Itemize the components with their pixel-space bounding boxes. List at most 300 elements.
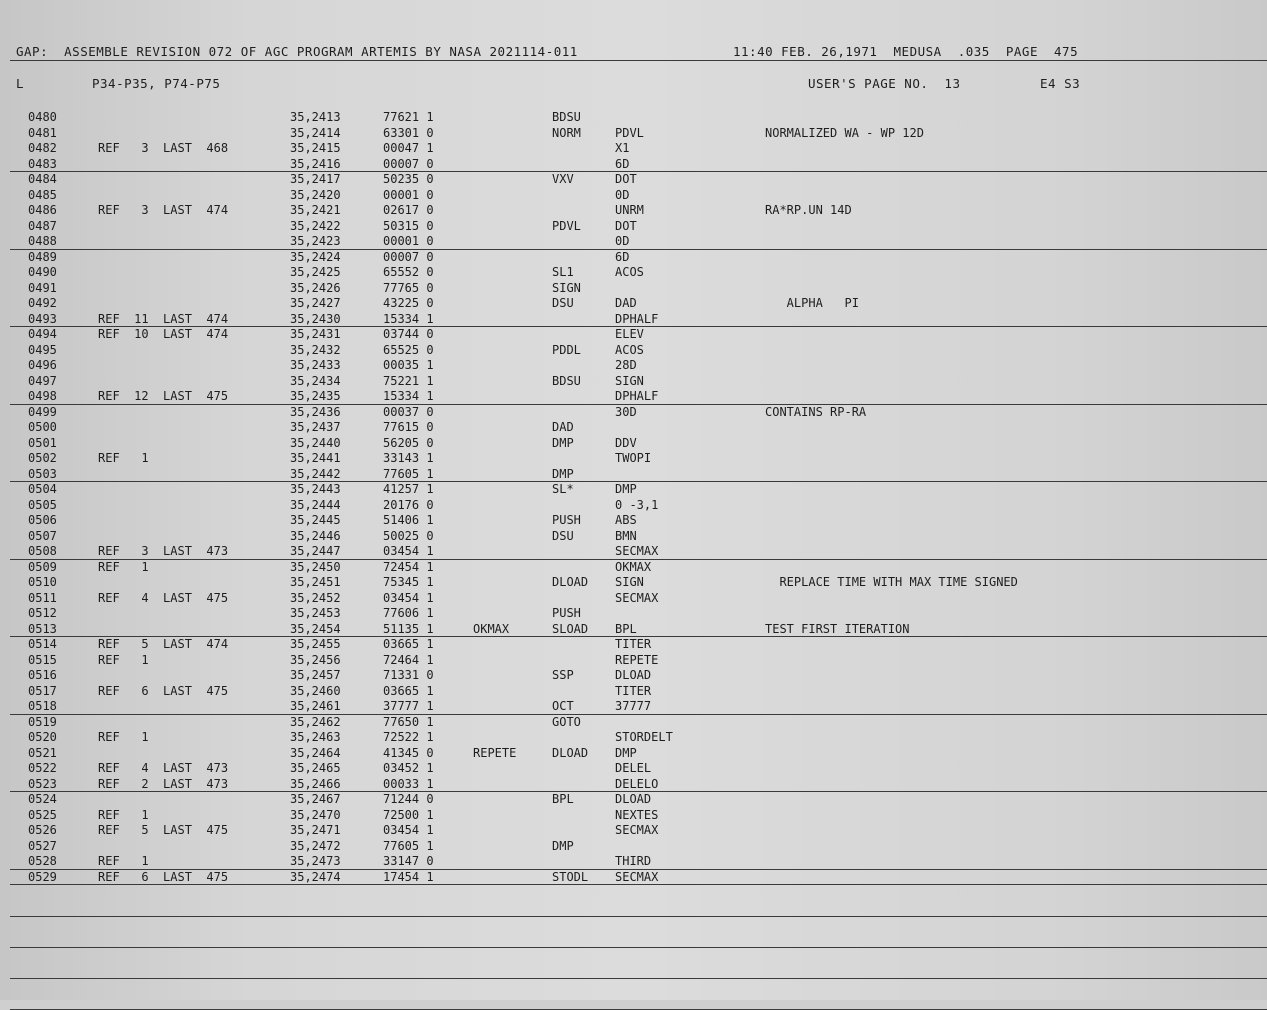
row-code: 03454 1 xyxy=(383,544,434,558)
row-addr: 35,2443 xyxy=(290,482,341,496)
row-code: 51406 1 xyxy=(383,513,434,527)
row-code: 77765 0 xyxy=(383,280,434,295)
listing-row xyxy=(0,219,1267,235)
row-line: 0504 xyxy=(28,482,57,496)
row-addr: 35,2466 xyxy=(290,776,341,791)
row-comment: ALPHA PI xyxy=(765,296,859,310)
row-addr: 35,2413 xyxy=(290,110,341,124)
row-line: 0501 xyxy=(28,435,57,450)
row-code: 00035 1 xyxy=(383,358,434,372)
row-label: REPETE xyxy=(473,745,517,760)
listing-row xyxy=(0,870,1267,886)
listing-row xyxy=(0,591,1267,607)
listing-row xyxy=(0,653,1267,669)
row-code: 41257 1 xyxy=(383,482,434,496)
row-operand: 37777 xyxy=(615,699,652,713)
row-addr: 35,2461 xyxy=(290,699,341,713)
row-operand: BMN xyxy=(615,528,637,543)
listing-row xyxy=(0,761,1267,777)
listing-row xyxy=(0,110,1267,126)
row-op: SSP xyxy=(552,668,574,682)
listing-row xyxy=(0,808,1267,824)
row-line: 0494 xyxy=(28,327,57,341)
row-code: 75345 1 xyxy=(383,575,434,589)
row-op: BPL xyxy=(552,792,574,806)
row-addr: 35,2425 xyxy=(290,265,341,279)
row-line: 0528 xyxy=(28,854,57,868)
row-operand: DELELO xyxy=(615,776,659,791)
row-operand: DPHALF xyxy=(615,389,659,403)
row-comment: TEST FIRST ITERATION xyxy=(765,621,910,636)
listing-row xyxy=(0,281,1267,297)
row-addr: 35,2420 xyxy=(290,187,341,202)
blank-rule xyxy=(10,916,1267,917)
row-op: PUSH xyxy=(552,513,581,527)
header-rule xyxy=(10,60,1267,61)
row-code: 00007 0 xyxy=(383,156,434,171)
row-addr: 35,2435 xyxy=(290,389,341,403)
row-group-rule xyxy=(10,884,1267,885)
row-code: 71331 0 xyxy=(383,668,434,682)
listing-row xyxy=(0,343,1267,359)
users-page-number: USER'S PAGE NO. 13 xyxy=(808,76,961,91)
row-line: 0521 xyxy=(28,745,57,760)
row-addr: 35,2470 xyxy=(290,807,341,822)
row-addr: 35,2451 xyxy=(290,575,341,589)
row-line: 0513 xyxy=(28,621,57,636)
row-op: BDSU xyxy=(552,373,581,388)
listing-row xyxy=(0,606,1267,622)
row-line: 0506 xyxy=(28,513,57,527)
listing-row xyxy=(0,405,1267,421)
row-code: 65525 0 xyxy=(383,342,434,357)
row-addr: 35,2431 xyxy=(290,327,341,341)
row-line: 0487 xyxy=(28,218,57,233)
row-code: 77605 1 xyxy=(383,838,434,853)
listing-row xyxy=(0,684,1267,700)
row-addr: 35,2433 xyxy=(290,358,341,372)
row-ref: REF 5 LAST 475 xyxy=(98,823,229,837)
row-code: 41345 0 xyxy=(383,745,434,760)
row-addr: 35,2422 xyxy=(290,218,341,233)
assembly-title: GAP: ASSEMBLE REVISION 072 OF AGC PROGRAM ARTEMIS BY NASA 2021114-011 xyxy=(16,44,578,59)
row-op: DMP xyxy=(552,838,574,853)
row-ref: REF 1 xyxy=(98,807,149,822)
row-addr: 35,2441 xyxy=(290,451,341,465)
row-line: 0523 xyxy=(28,776,57,791)
row-line: 0526 xyxy=(28,823,57,837)
row-code: 03665 1 xyxy=(383,637,434,651)
sheet-id: E4 S3 xyxy=(1040,76,1081,91)
row-addr: 35,2427 xyxy=(290,296,341,310)
row-line: 0525 xyxy=(28,807,57,822)
listing-row xyxy=(0,451,1267,467)
row-line: 0511 xyxy=(28,590,57,605)
row-line: 0497 xyxy=(28,373,57,388)
row-addr: 35,2471 xyxy=(290,823,341,837)
listing-row xyxy=(0,668,1267,684)
row-comment: NORMALIZED WA - WP 12D xyxy=(765,125,924,140)
row-operand: REPETE xyxy=(615,652,659,667)
row-code: 72454 1 xyxy=(383,559,434,574)
row-op: DMP xyxy=(552,435,574,450)
row-addr: 35,2445 xyxy=(290,513,341,527)
row-code: 17454 1 xyxy=(383,869,434,884)
row-operand: ELEV xyxy=(615,327,644,341)
row-code: 33143 1 xyxy=(383,451,434,465)
row-op: GOTO xyxy=(552,714,581,729)
row-code: 77615 0 xyxy=(383,420,434,434)
row-operand: 28D xyxy=(615,358,637,372)
row-code: 75221 1 xyxy=(383,373,434,388)
row-op: NORM xyxy=(552,125,581,140)
row-line: 0524 xyxy=(28,792,57,806)
row-operand: TITER xyxy=(615,637,652,651)
row-line: 0483 xyxy=(28,156,57,171)
row-addr: 35,2447 xyxy=(290,544,341,558)
row-line: 0527 xyxy=(28,838,57,853)
row-operand: TWOPI xyxy=(615,451,652,465)
row-operand: 0D xyxy=(615,187,630,202)
row-code: 65552 0 xyxy=(383,265,434,279)
row-ref: REF 6 LAST 475 xyxy=(98,683,229,698)
row-line: 0512 xyxy=(28,606,57,620)
row-line: 0481 xyxy=(28,125,57,140)
row-code: 63301 0 xyxy=(383,125,434,140)
listing-row xyxy=(0,327,1267,343)
listing-row xyxy=(0,730,1267,746)
row-line: 0485 xyxy=(28,187,57,202)
row-line: 0490 xyxy=(28,265,57,279)
row-op: DSU xyxy=(552,296,574,310)
row-addr: 35,2423 xyxy=(290,234,341,248)
listing-row xyxy=(0,389,1267,405)
row-comment: RA*RP.UN 14D xyxy=(765,203,852,217)
row-code: 71244 0 xyxy=(383,792,434,806)
blank-rule xyxy=(10,978,1267,979)
listing-row xyxy=(0,126,1267,142)
row-line: 0495 xyxy=(28,342,57,357)
row-ref: REF 1 xyxy=(98,451,149,465)
row-operand: STORDELT xyxy=(615,730,673,744)
row-ref: REF 5 LAST 474 xyxy=(98,637,229,651)
row-ref: REF 10 LAST 474 xyxy=(98,327,229,341)
row-line: 0517 xyxy=(28,683,57,698)
row-ref: REF 11 LAST 474 xyxy=(98,311,229,326)
row-line: 0499 xyxy=(28,404,57,419)
row-code: 33147 0 xyxy=(383,854,434,868)
row-op: DLOAD xyxy=(552,745,589,760)
listing-row xyxy=(0,777,1267,793)
listing-row xyxy=(0,203,1267,219)
row-line: 0498 xyxy=(28,389,57,403)
row-code: 03452 1 xyxy=(383,761,434,775)
row-line: 0491 xyxy=(28,280,57,295)
row-code: 51135 1 xyxy=(383,621,434,636)
row-line: 0480 xyxy=(28,110,57,124)
row-operand: SECMAX xyxy=(615,590,659,605)
row-line: 0482 xyxy=(28,141,57,155)
row-ref: REF 3 LAST 468 xyxy=(98,141,229,155)
row-ref: REF 1 xyxy=(98,730,149,744)
row-op: STODL xyxy=(552,869,589,884)
row-line: 0488 xyxy=(28,234,57,248)
row-line: 0492 xyxy=(28,296,57,310)
listing-row xyxy=(0,513,1267,529)
row-line: 0522 xyxy=(28,761,57,775)
row-operand: 30D xyxy=(615,404,637,419)
row-operand: SECMAX xyxy=(615,869,659,884)
listing-row xyxy=(0,436,1267,452)
row-label: OKMAX xyxy=(473,621,510,636)
row-operand: THIRD xyxy=(615,854,652,868)
row-addr: 35,2455 xyxy=(290,637,341,651)
row-code: 03454 1 xyxy=(383,590,434,605)
row-addr: 35,2463 xyxy=(290,730,341,744)
row-ref: REF 4 LAST 475 xyxy=(98,590,229,605)
listing-row xyxy=(0,529,1267,545)
row-operand: X1 xyxy=(615,141,630,155)
listing-row xyxy=(0,172,1267,188)
row-addr: 35,2437 xyxy=(290,420,341,434)
row-op: OCT xyxy=(552,699,574,713)
row-op: SL* xyxy=(552,482,574,496)
row-line: 0514 xyxy=(28,637,57,651)
row-addr: 35,2424 xyxy=(290,249,341,264)
row-operand: DELEL xyxy=(615,761,652,775)
listing-row xyxy=(0,715,1267,731)
row-addr: 35,2472 xyxy=(290,838,341,853)
row-operand: 6D xyxy=(615,156,630,171)
listing-row xyxy=(0,792,1267,808)
row-ref: REF 12 LAST 475 xyxy=(98,389,229,403)
row-line: 0519 xyxy=(28,714,57,729)
row-operand: DMP xyxy=(615,745,637,760)
row-code: 77621 1 xyxy=(383,110,434,124)
row-line: 0484 xyxy=(28,172,57,186)
row-addr: 35,2434 xyxy=(290,373,341,388)
row-line: 0510 xyxy=(28,575,57,589)
listing-row xyxy=(0,746,1267,762)
row-addr: 35,2432 xyxy=(290,342,341,357)
row-addr: 35,2465 xyxy=(290,761,341,775)
listing-row xyxy=(0,358,1267,374)
row-code: 43225 0 xyxy=(383,296,434,310)
listing-row xyxy=(0,823,1267,839)
row-line: 0520 xyxy=(28,730,57,744)
row-operand: UNRM xyxy=(615,203,644,217)
row-code: 77606 1 xyxy=(383,606,434,620)
listing-row xyxy=(0,622,1267,638)
listing-row xyxy=(0,188,1267,204)
row-addr: 35,2454 xyxy=(290,621,341,636)
row-line: 0508 xyxy=(28,544,57,558)
listing-row xyxy=(0,296,1267,312)
run-timestamp: 11:40 FEB. 26,1971 MEDUSA .035 PAGE 475 xyxy=(733,44,1079,59)
row-operand: ACOS xyxy=(615,342,644,357)
row-addr: 35,2421 xyxy=(290,203,341,217)
listing-row xyxy=(0,637,1267,653)
row-addr: 35,2414 xyxy=(290,125,341,140)
row-addr: 35,2430 xyxy=(290,311,341,326)
row-code: 77605 1 xyxy=(383,466,434,481)
listing-row xyxy=(0,420,1267,436)
listing-row xyxy=(0,467,1267,483)
row-line: 0486 xyxy=(28,203,57,217)
row-code: 15334 1 xyxy=(383,389,434,403)
row-operand: BPL xyxy=(615,621,637,636)
row-addr: 35,2416 xyxy=(290,156,341,171)
row-ref: REF 3 LAST 474 xyxy=(98,203,229,217)
row-ref: REF 4 LAST 473 xyxy=(98,761,229,775)
listing-row xyxy=(0,839,1267,855)
row-operand: 0 -3,1 xyxy=(615,497,659,512)
row-line: 0516 xyxy=(28,668,57,682)
row-code: 00001 0 xyxy=(383,187,434,202)
row-addr: 35,2417 xyxy=(290,172,341,186)
row-line: 0503 xyxy=(28,466,57,481)
row-addr: 35,2473 xyxy=(290,854,341,868)
row-addr: 35,2446 xyxy=(290,528,341,543)
row-code: 50025 0 xyxy=(383,528,434,543)
row-operand: DLOAD xyxy=(615,792,652,806)
listing-row xyxy=(0,234,1267,250)
row-line: 0496 xyxy=(28,358,57,372)
section-letter: L xyxy=(16,76,25,91)
listing-header xyxy=(16,44,1079,59)
row-code: 50315 0 xyxy=(383,218,434,233)
listing-row xyxy=(0,374,1267,390)
row-line: 0509 xyxy=(28,559,57,574)
row-addr: 35,2467 xyxy=(290,792,341,806)
row-ref: REF 6 LAST 475 xyxy=(98,869,229,884)
row-code: 00001 0 xyxy=(383,234,434,248)
row-addr: 35,2474 xyxy=(290,869,341,884)
row-op: PDDL xyxy=(552,342,581,357)
row-op: BDSU xyxy=(552,110,581,124)
row-addr: 35,2452 xyxy=(290,590,341,605)
row-op: SLOAD xyxy=(552,621,589,636)
row-op: SL1 xyxy=(552,265,574,279)
row-op: DAD xyxy=(552,420,574,434)
row-addr: 35,2456 xyxy=(290,652,341,667)
row-line: 0500 xyxy=(28,420,57,434)
row-operand: NEXTES xyxy=(615,807,659,822)
listing-row xyxy=(0,250,1267,266)
row-operand: PDVL xyxy=(615,125,644,140)
row-operand: SECMAX xyxy=(615,823,659,837)
row-code: 02617 0 xyxy=(383,203,434,217)
row-code: 03665 1 xyxy=(383,683,434,698)
row-operand: DLOAD xyxy=(615,668,652,682)
row-operand: TITER xyxy=(615,683,652,698)
row-line: 0507 xyxy=(28,528,57,543)
row-addr: 35,2450 xyxy=(290,559,341,574)
program-section: P34-P35, P74-P75 xyxy=(92,76,221,91)
row-operand: OKMAX xyxy=(615,559,652,574)
row-code: 00007 0 xyxy=(383,249,434,264)
row-ref: REF 1 xyxy=(98,652,149,667)
row-operand: SIGN xyxy=(615,373,644,388)
row-code: 50235 0 xyxy=(383,172,434,186)
listing-row xyxy=(0,141,1267,157)
row-code: 03744 0 xyxy=(383,327,434,341)
row-operand: DPHALF xyxy=(615,311,659,326)
row-op: PDVL xyxy=(552,218,581,233)
row-code: 72522 1 xyxy=(383,730,434,744)
row-operand: DAD xyxy=(615,296,637,310)
row-comment: REPLACE TIME WITH MAX TIME SIGNED xyxy=(765,575,1018,589)
row-code: 00047 1 xyxy=(383,141,434,155)
listing-row xyxy=(0,575,1267,591)
row-operand: DDV xyxy=(615,435,637,450)
row-operand: SIGN xyxy=(615,575,644,589)
row-code: 77650 1 xyxy=(383,714,434,729)
row-code: 15334 1 xyxy=(383,311,434,326)
row-ref: REF 3 LAST 473 xyxy=(98,544,229,558)
listing-row xyxy=(0,560,1267,576)
row-operand: ABS xyxy=(615,513,637,527)
row-op: DSU xyxy=(552,528,574,543)
row-line: 0515 xyxy=(28,652,57,667)
row-code: 03454 1 xyxy=(383,823,434,837)
row-code: 20176 0 xyxy=(383,497,434,512)
row-addr: 35,2436 xyxy=(290,404,341,419)
listing-row xyxy=(0,854,1267,870)
row-operand: DMP xyxy=(615,482,637,496)
row-op: DMP xyxy=(552,466,574,481)
row-operand: ACOS xyxy=(615,265,644,279)
row-op: VXV xyxy=(552,172,574,186)
row-line: 0489 xyxy=(28,249,57,264)
row-ref: REF 1 xyxy=(98,559,149,574)
row-op: SIGN xyxy=(552,280,581,295)
row-line: 0529 xyxy=(28,869,57,884)
row-comment: CONTAINS RP-RA xyxy=(765,404,867,419)
row-operand: DOT xyxy=(615,218,637,233)
row-addr: 35,2453 xyxy=(290,606,341,620)
row-code: 00033 1 xyxy=(383,776,434,791)
row-op: DLOAD xyxy=(552,575,589,589)
row-line: 0493 xyxy=(28,311,57,326)
row-line: 0518 xyxy=(28,699,57,713)
row-addr: 35,2462 xyxy=(290,714,341,729)
row-addr: 35,2426 xyxy=(290,280,341,295)
row-addr: 35,2444 xyxy=(290,497,341,512)
row-addr: 35,2415 xyxy=(290,141,341,155)
row-ref: REF 2 LAST 473 xyxy=(98,776,229,791)
row-addr: 35,2460 xyxy=(290,683,341,698)
blank-rule xyxy=(10,947,1267,948)
row-operand: 6D xyxy=(615,249,630,264)
listing-row xyxy=(0,157,1267,173)
row-operand: DOT xyxy=(615,172,637,186)
row-code: 56205 0 xyxy=(383,435,434,450)
row-operand: SECMAX xyxy=(615,544,659,558)
row-line: 0502 xyxy=(28,451,57,465)
listing-row xyxy=(0,482,1267,498)
row-addr: 35,2440 xyxy=(290,435,341,450)
row-code: 72464 1 xyxy=(383,652,434,667)
row-addr: 35,2457 xyxy=(290,668,341,682)
row-addr: 35,2464 xyxy=(290,745,341,760)
row-code: 72500 1 xyxy=(383,807,434,822)
listing-row xyxy=(0,312,1267,328)
listing-row xyxy=(0,544,1267,560)
row-op: PUSH xyxy=(552,606,581,620)
row-operand: 0D xyxy=(615,234,630,248)
row-code: 37777 1 xyxy=(383,699,434,713)
